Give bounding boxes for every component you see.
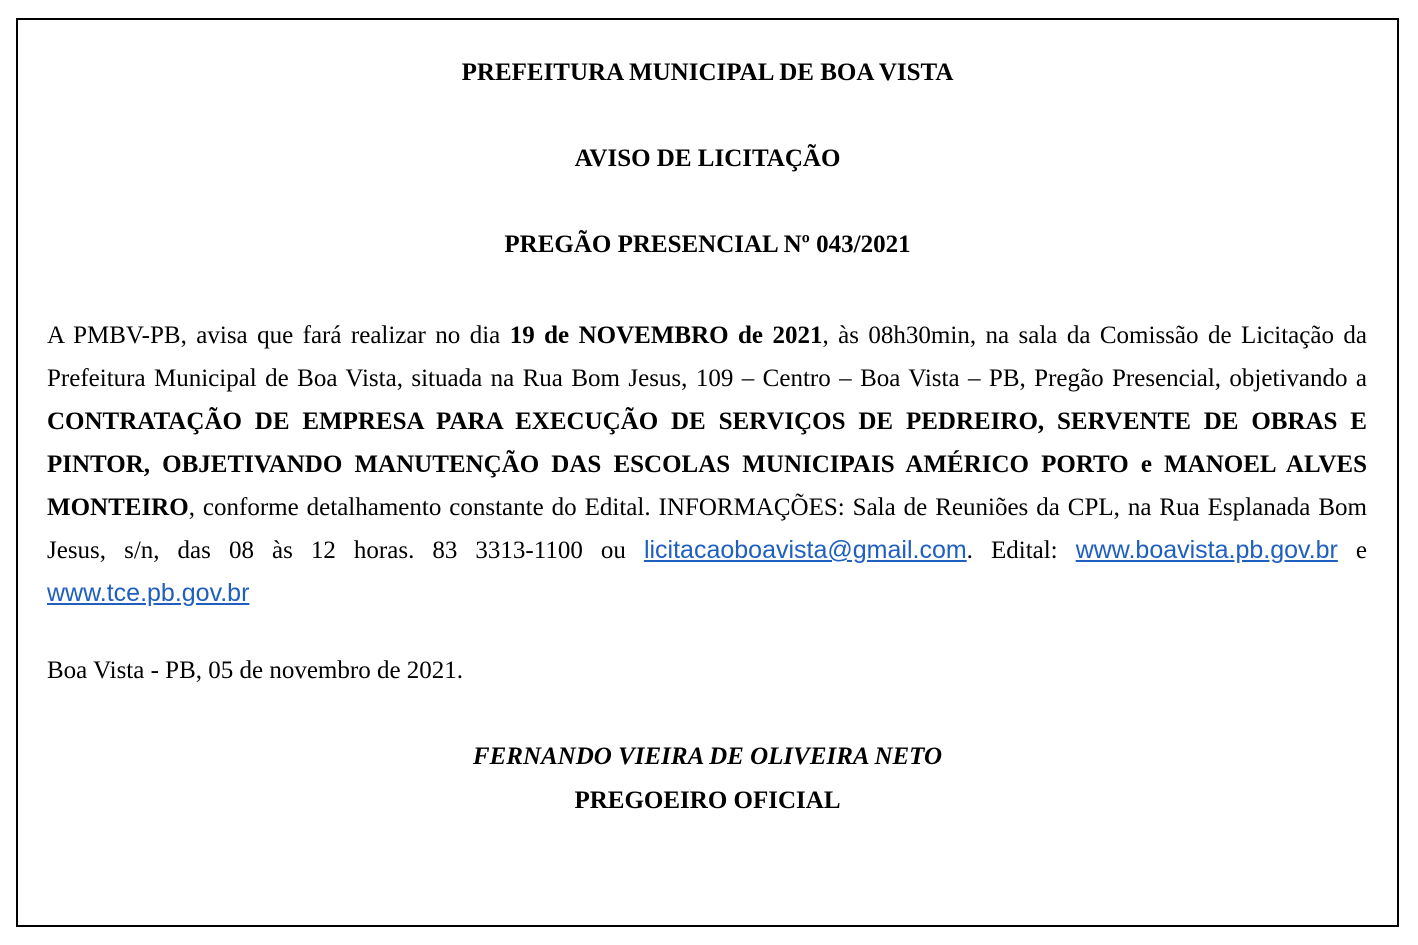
- signer-role: PREGOEIRO OFICIAL: [574, 787, 841, 814]
- body-text-4: . Edital:: [966, 537, 1076, 564]
- contract-object: CONTRATAÇÃO DE EMPRESA PARA EXECUÇÃO DE SERVIÇOS DE PEDREIRO, SERVENTE DE OBRAS E PINTOR, OBJETIVANDO MANUTENÇÃO DAS ESCOLAS MUNICIPAIS AMÉRICO PORTO e MANOEL ALVES MONTEIRO: [47, 408, 1367, 521]
- process-title: PREGÃO PRESENCIAL Nº 043/2021: [504, 231, 911, 258]
- place-date: Boa Vista - PB, 05 de novembro de 2021.: [47, 657, 464, 684]
- body-text-3: , conforme detalhamento constante do Edital. INFORMAÇÕES: Sala de Reuniões da CPL, na Rua Esplanada Bom Jesus, s/n, das 08 às 12 horas. 83 3313-1100 ou: [47, 494, 1367, 564]
- site-link-boavista[interactable]: www.boavista.pb.gov.br: [1075, 536, 1338, 564]
- signer-name: FERNANDO VIEIRA DE OLIVEIRA NETO: [472, 743, 943, 770]
- notice-frame: [16, 18, 1399, 927]
- session-date: 19 de NOVEMBRO de 2021: [509, 322, 823, 349]
- notice-type-title: AVISO DE LICITAÇÃO: [574, 145, 841, 172]
- body-text-5: e: [1337, 537, 1368, 564]
- notice-body: [47, 314, 1367, 615]
- body-text-2: , às 08h30min, na sala da Comissão de Licitação da Prefeitura Municipal de Boa Vista, situada na Rua Bom Jesus, 109 – Centro – Boa Vista – PB, Pregão Presencial, objetivando a: [47, 322, 1368, 392]
- email-link[interactable]: licitacaoboavista@gmail.com: [643, 536, 967, 564]
- institution-title: PREFEITURA MUNICIPAL DE BOA VISTA: [461, 59, 954, 86]
- site-link-tce[interactable]: www.tce.pb.gov.br: [47, 579, 250, 607]
- body-text-1: A PMBV-PB, avisa que fará realizar no dia: [47, 322, 510, 349]
